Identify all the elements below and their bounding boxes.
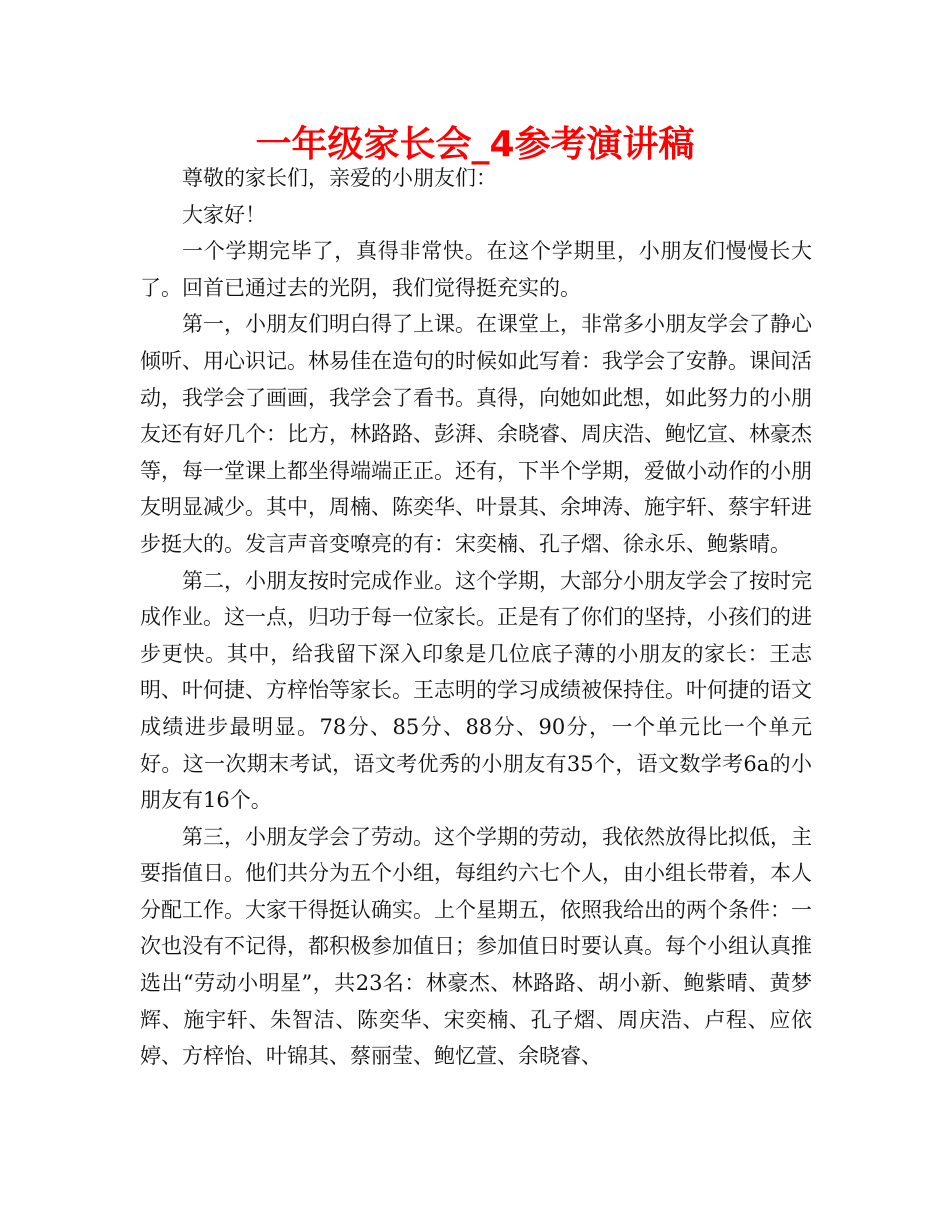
paragraph-intro: 一个学期完毕了，真得非常快。在这个学期里，小朋友们慢慢长大了。回首已通过去的光阴，我们觉得挺充实的。 xyxy=(140,239,812,300)
paragraph-first: 第一，小朋友们明白得了上课。在课堂上，非常多小朋友学会了静心倾听、用心识记。林易佳在造句的时候如此写着：我学会了安静。课间活动，我学会了画画，我学会了看书。真得，向她如此想，如此努力的小朋友还有好几个：比方，林路路、彭湃、余晓睿、周庆浩、鲍忆宣、林豪杰等，每一堂课上都坐得端端正正。还有，下半个学期，爱做小动作的小朋友明显减少。其中，周楠、陈奕华、叶景其、余坤涛、施宇轩、蔡宇轩进步挺大的。发言声音变嘹亮的有：宋奕楠、孔子熠、徐永乐、鲍紫晴。 xyxy=(140,312,812,556)
paragraph-second: 第二，小朋友按时完成作业。这个学期，大部分小朋友学会了按时完成作业。这一点，归功于每一位家长。正是有了你们的坚持，小孩们的进步更快。其中，给我留下深入印象是几位底子薄的小朋友的家长：王志明、叶何捷、方梓怡等家长。王志明的学习成绩被保持住。叶何捷的语文成绩进步最明显。78分、85分、88分、90分，一个单元比一个单元好。这一次期末考试，语文考优秀的小朋友有35个，语文数学考6a的小朋友有16个。 xyxy=(140,568,812,813)
document-title: 一年级家长会_4参考演讲稿 xyxy=(255,124,695,165)
paragraph-third: 第三，小朋友学会了劳动。这个学期的劳动，我依然放得比拟低，主要指值日。他们共分为五个小组，每组约六七个人，由小组长带着，本人分配工作。大家干得挺认确实。上个星期五，依照我给出的两个条件：一次也没有不记得，都积极参加值日；参加值日时要认真。每个小组认真推选出“劳动小明星”，共23名：林豪杰、林路路、胡小新、鲍紫晴、黄梦辉、施宇轩、朱智洁、陈奕华、宋奕楠、孔子熠、周庆浩、卢程、应依婷、方梓怡、叶锦其、蔡丽莹、鲍忆萱、余晓睿、 xyxy=(140,824,812,1069)
greeting-line: 大家好！ xyxy=(182,202,266,227)
document-body xyxy=(140,160,812,1075)
salutation-line: 尊敬的家长们，亲爱的小朋友们： xyxy=(182,166,497,190)
